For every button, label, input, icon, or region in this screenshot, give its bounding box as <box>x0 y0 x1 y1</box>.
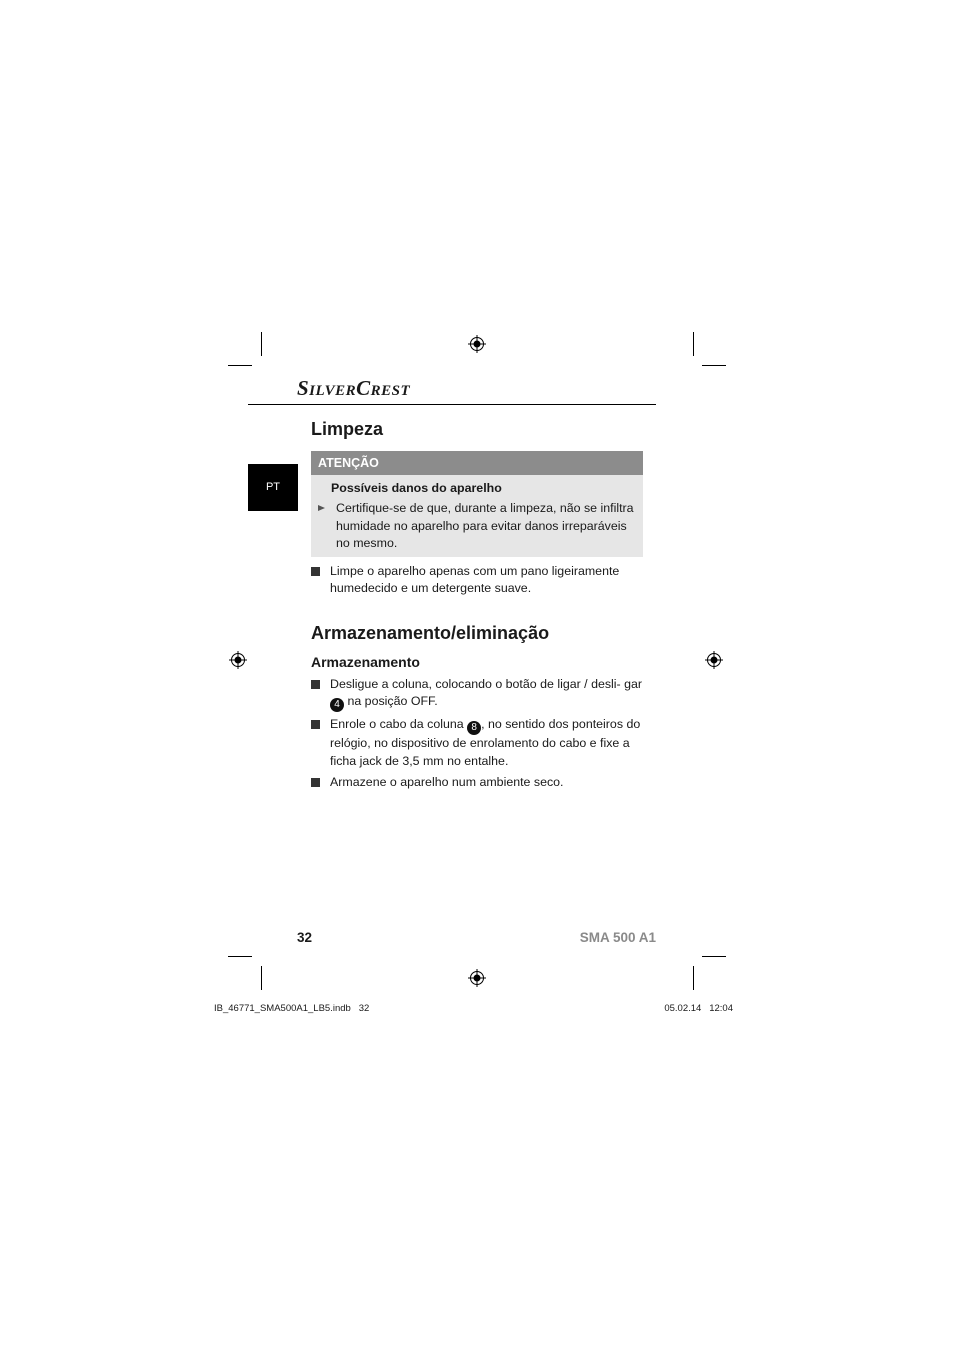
cleaning-row <box>311 563 643 598</box>
model-number: SMA 500 A1 <box>579 930 656 945</box>
crop-mark <box>702 956 726 957</box>
arrow-icon <box>318 505 325 511</box>
subsection-title: Armazenamento <box>311 653 420 670</box>
bullet-icon <box>311 567 320 576</box>
crop-mark <box>228 956 252 957</box>
content-column <box>311 418 643 792</box>
crop-mark <box>693 332 694 356</box>
page-number: 32 <box>297 930 313 945</box>
language-tab: PT <box>248 464 298 511</box>
step-text: Desligue a coluna, colocando o botão de ligar / desli- gar <box>330 676 643 691</box>
registration-mark-icon <box>705 651 723 669</box>
storage-step-2-row <box>311 716 643 770</box>
bullet-icon <box>311 680 320 689</box>
warning-heading: Possíveis danos do aparelho <box>331 481 502 495</box>
brand-logo: SilverCrest <box>297 376 411 400</box>
section-title-limpeza: Limpeza <box>311 419 384 439</box>
crop-mark <box>261 966 262 990</box>
bullet-icon <box>311 720 320 729</box>
step-text: na posição OFF. <box>347 694 438 708</box>
warning-item: Certifique-se de que, durante a limpeza, não se infiltra humidade no aparelho para evitar danos irreparáveis no mesmo. <box>336 501 634 550</box>
registration-mark-icon <box>468 335 486 353</box>
crop-mark <box>702 365 726 366</box>
warning-item-row <box>311 497 643 553</box>
crop-mark <box>693 966 694 990</box>
storage-step-1 <box>330 676 643 713</box>
storage-step-3: Armazene o aparelho num ambiente seco. <box>330 775 564 789</box>
warning-header: ATENÇÃO <box>311 451 643 475</box>
crop-mark <box>228 365 252 366</box>
registration-mark-icon <box>229 651 247 669</box>
bullet-icon <box>311 778 320 787</box>
storage-step-1-row <box>311 676 643 713</box>
section-title-storage: Armazenamento/eliminação <box>311 622 550 643</box>
header-rule <box>248 404 656 405</box>
warning-box <box>311 451 643 557</box>
step-text: , no sentido dos ponteiros do relógio, no dispositivo de enrolamento do cabo e fixe a ficha jack de 3,5 mm no entalhe. <box>330 717 641 768</box>
storage-step-2 <box>330 716 643 770</box>
crop-mark <box>261 332 262 356</box>
print-slug-date: 05.02.14 12:04 <box>664 1003 733 1014</box>
cleaning-instruction: Limpe o aparelho apenas com um pano ligeiramente humedecido e um detergente suave. <box>330 563 620 595</box>
reference-number: 4 <box>330 698 344 712</box>
step-text: Enrole o cabo da coluna <box>330 717 464 731</box>
registration-mark-icon <box>468 969 486 987</box>
print-slug-file: IB_46771_SMA500A1_LB5.indb 32 <box>214 1003 370 1014</box>
reference-number: 8 <box>467 721 481 735</box>
storage-step-3-row <box>311 774 643 792</box>
